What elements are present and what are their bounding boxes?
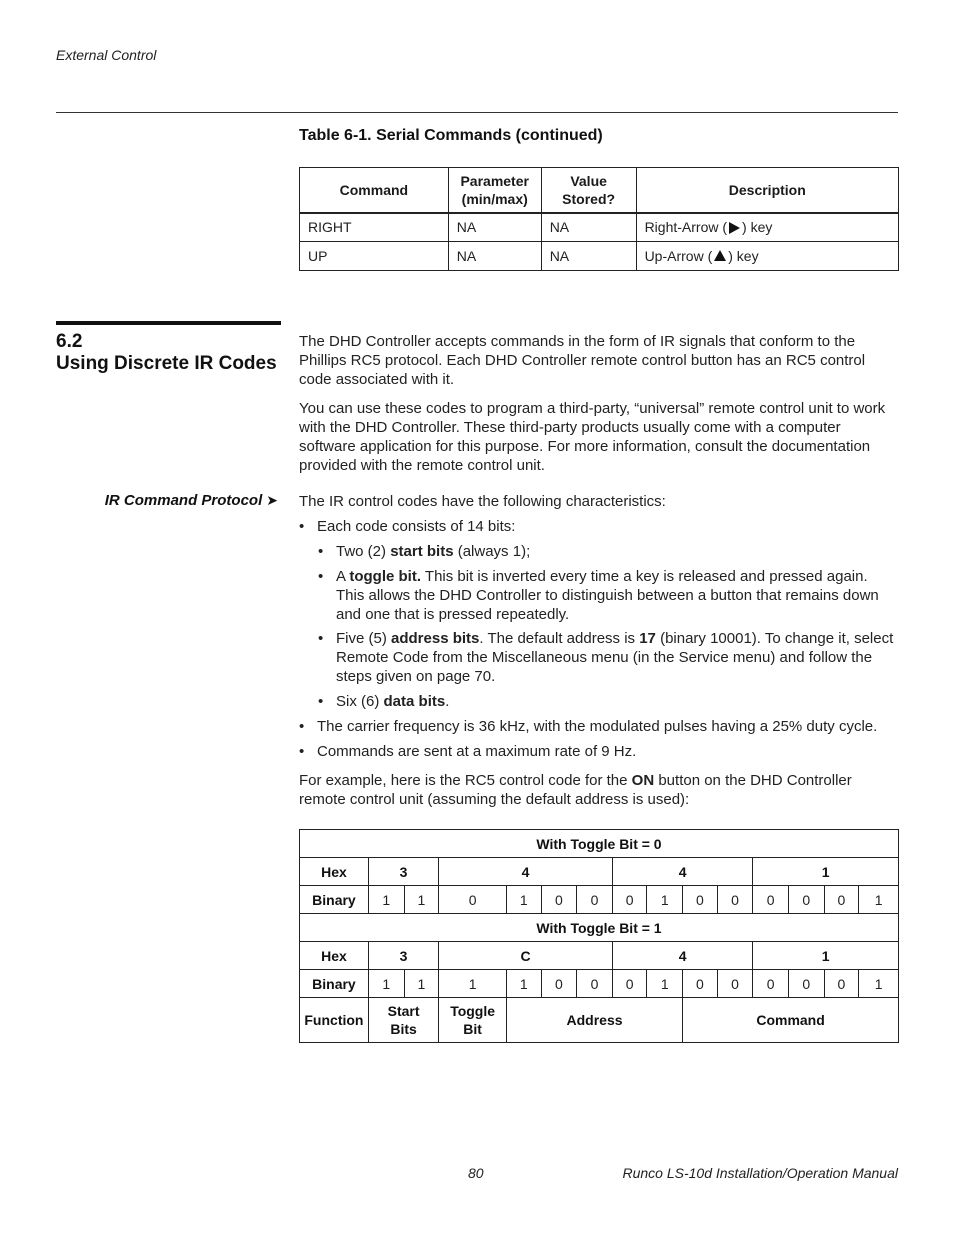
cell-parameter: NA	[448, 213, 541, 242]
function-start-bits: Start Bits	[368, 998, 438, 1043]
bit-list	[299, 567, 899, 624]
bit-cell: 0	[753, 886, 789, 914]
hex-label: Hex	[300, 858, 369, 886]
cell-description: Up-Arrow ( ) key	[636, 242, 898, 271]
characteristics-list	[299, 717, 899, 736]
bit-cell: 0	[789, 886, 825, 914]
bit-list	[299, 629, 899, 686]
bit-cell: 0	[541, 970, 577, 998]
example-paragraph: For example, here is the RC5 control code for the ON button on the DHD Controller remote control unit (assuming the default address is used):	[299, 772, 852, 808]
characteristics-list	[299, 742, 899, 761]
hex-digit: C	[439, 942, 613, 970]
right-arrow-icon	[729, 222, 740, 234]
bullet-dot: •	[299, 743, 305, 760]
bit-cell: 1	[368, 970, 404, 998]
footer-title: Runco LS-10d Installation/Operation Manual	[622, 1165, 898, 1181]
rc5-code-table	[299, 829, 899, 1043]
table-header-row	[300, 168, 899, 213]
function-address: Address	[506, 998, 682, 1043]
binary-label: Binary	[300, 970, 369, 998]
hex-digit: 4	[612, 942, 753, 970]
bit-cell: 0	[577, 886, 613, 914]
list-item: • Commands are sent at a maximum rate of 9 Hz.	[299, 743, 637, 760]
bit-cell: 1	[647, 970, 683, 998]
list-item: • Six (6) data bits.	[318, 693, 450, 710]
bit-cell: 0	[683, 886, 718, 914]
binary-label: Binary	[300, 886, 369, 914]
cell-command: RIGHT	[300, 213, 449, 242]
bit-cell: 1	[647, 886, 683, 914]
table-row	[300, 914, 899, 942]
table-caption: Table 6-1. Serial Commands (continued)	[299, 127, 603, 144]
bit-cell: 1	[506, 970, 541, 998]
bit-cell: 0	[612, 970, 647, 998]
subsection-heading	[56, 492, 278, 509]
bit-cell: 0	[789, 970, 825, 998]
list-item: • Each code consists of 14 bits:	[299, 518, 516, 535]
bit-cell: 0	[612, 886, 647, 914]
bullet-dot: •	[318, 543, 324, 560]
list-item: • Two (2) start bits (always 1);	[318, 543, 531, 560]
bit-cell: 0	[824, 970, 859, 998]
bit-cell: 0	[717, 886, 753, 914]
bit-cell: 1	[859, 886, 899, 914]
hex-digit: 3	[368, 858, 438, 886]
intro-paragraph: The DHD Controller accepts commands in the form of IR signals that conform to the Phillips RC5 protocol. Each DHD Controller remote control button has an RC5 control code associated with it.	[299, 333, 866, 388]
list-item: • The carrier frequency is 36 kHz, with the modulated pulses having a 25% duty cycle.	[299, 718, 878, 735]
up-arrow-icon	[714, 250, 726, 261]
section-title: Using Discrete IR Codes	[56, 353, 277, 374]
cell-parameter: NA	[448, 242, 541, 271]
binary-row	[300, 970, 899, 998]
function-command: Command	[683, 998, 899, 1043]
function-row	[300, 998, 899, 1043]
bit-list	[299, 692, 899, 711]
bit-cell: 0	[683, 970, 718, 998]
hex-digit: 4	[439, 858, 613, 886]
bit-cell: 1	[506, 886, 541, 914]
hex-digit: 1	[753, 858, 899, 886]
bit-cell: 0	[824, 886, 859, 914]
hex-row	[300, 942, 899, 970]
cell-command: UP	[300, 242, 449, 271]
list-item: • A toggle bit. This bit is inverted every time a key is released and pressed again. This allows the DHD Controller to distinguish between a button that remains down and one that is pressed repeatedly.	[318, 568, 879, 623]
table-row	[300, 213, 899, 242]
bullet-dot: •	[299, 718, 305, 735]
bit-cell: 1	[368, 886, 404, 914]
column-header-description: Description	[636, 168, 898, 213]
hex-digit: 4	[612, 858, 753, 886]
bullet-dot: •	[299, 518, 305, 535]
cell-description: Right-Arrow ( ) key	[636, 213, 898, 242]
hex-label: Hex	[300, 942, 369, 970]
binary-row	[300, 886, 899, 914]
bit-list	[299, 542, 899, 561]
bullet-dot: •	[318, 568, 324, 585]
toggle-0-label: With Toggle Bit = 0	[300, 830, 899, 858]
bullet-dot: •	[318, 630, 324, 647]
section-rule	[56, 321, 281, 325]
bit-cell: 0	[753, 970, 789, 998]
column-header-value-stored: Value Stored?	[541, 168, 636, 213]
header-rule	[56, 112, 898, 113]
table-row	[300, 242, 899, 271]
protocol-intro: The IR control codes have the following characteristics:	[299, 493, 666, 510]
cell-value-stored: NA	[541, 242, 636, 271]
toggle-1-label: With Toggle Bit = 1	[300, 914, 899, 942]
section-number: 6.2	[56, 331, 83, 352]
column-header-command: Command	[300, 168, 449, 213]
bit-cell: 0	[439, 886, 507, 914]
bit-cell: 0	[577, 970, 613, 998]
table-row	[300, 830, 899, 858]
arrowhead-icon: ➤	[266, 492, 278, 508]
bullet-dot: •	[318, 693, 324, 710]
running-header: External Control	[56, 47, 157, 63]
function-label: Function	[300, 998, 369, 1043]
bit-cell: 1	[439, 970, 507, 998]
bit-cell: 0	[541, 886, 577, 914]
universal-remote-paragraph: You can use these codes to program a third-party, “universal” remote control unit to work with the DHD Controller. These third-party products usually come with a computer software application for this purpose. For more information, consult the documentation provided with the remote control unit.	[299, 400, 886, 474]
section-heading	[56, 331, 281, 375]
bit-cell: 1	[859, 970, 899, 998]
hex-row	[300, 858, 899, 886]
characteristics-list	[299, 517, 899, 536]
function-toggle-bit: Toggle Bit	[439, 998, 507, 1043]
list-item: • Five (5) address bits. The default address is 17 (binary 10001). To change it, select Remote Code from the Miscellaneous menu (in the Service menu) and follow the steps given on page 70.	[318, 630, 894, 685]
column-header-parameter: Parameter (min/max)	[448, 168, 541, 213]
hex-digit: 3	[368, 942, 438, 970]
serial-commands-table	[299, 167, 899, 271]
subsection-title: IR Command Protocol	[104, 492, 263, 509]
bit-cell: 0	[717, 970, 753, 998]
page-number: 80	[468, 1165, 484, 1181]
bit-cell: 1	[404, 970, 439, 998]
hex-digit: 1	[753, 942, 899, 970]
cell-value-stored: NA	[541, 213, 636, 242]
bit-cell: 1	[404, 886, 439, 914]
